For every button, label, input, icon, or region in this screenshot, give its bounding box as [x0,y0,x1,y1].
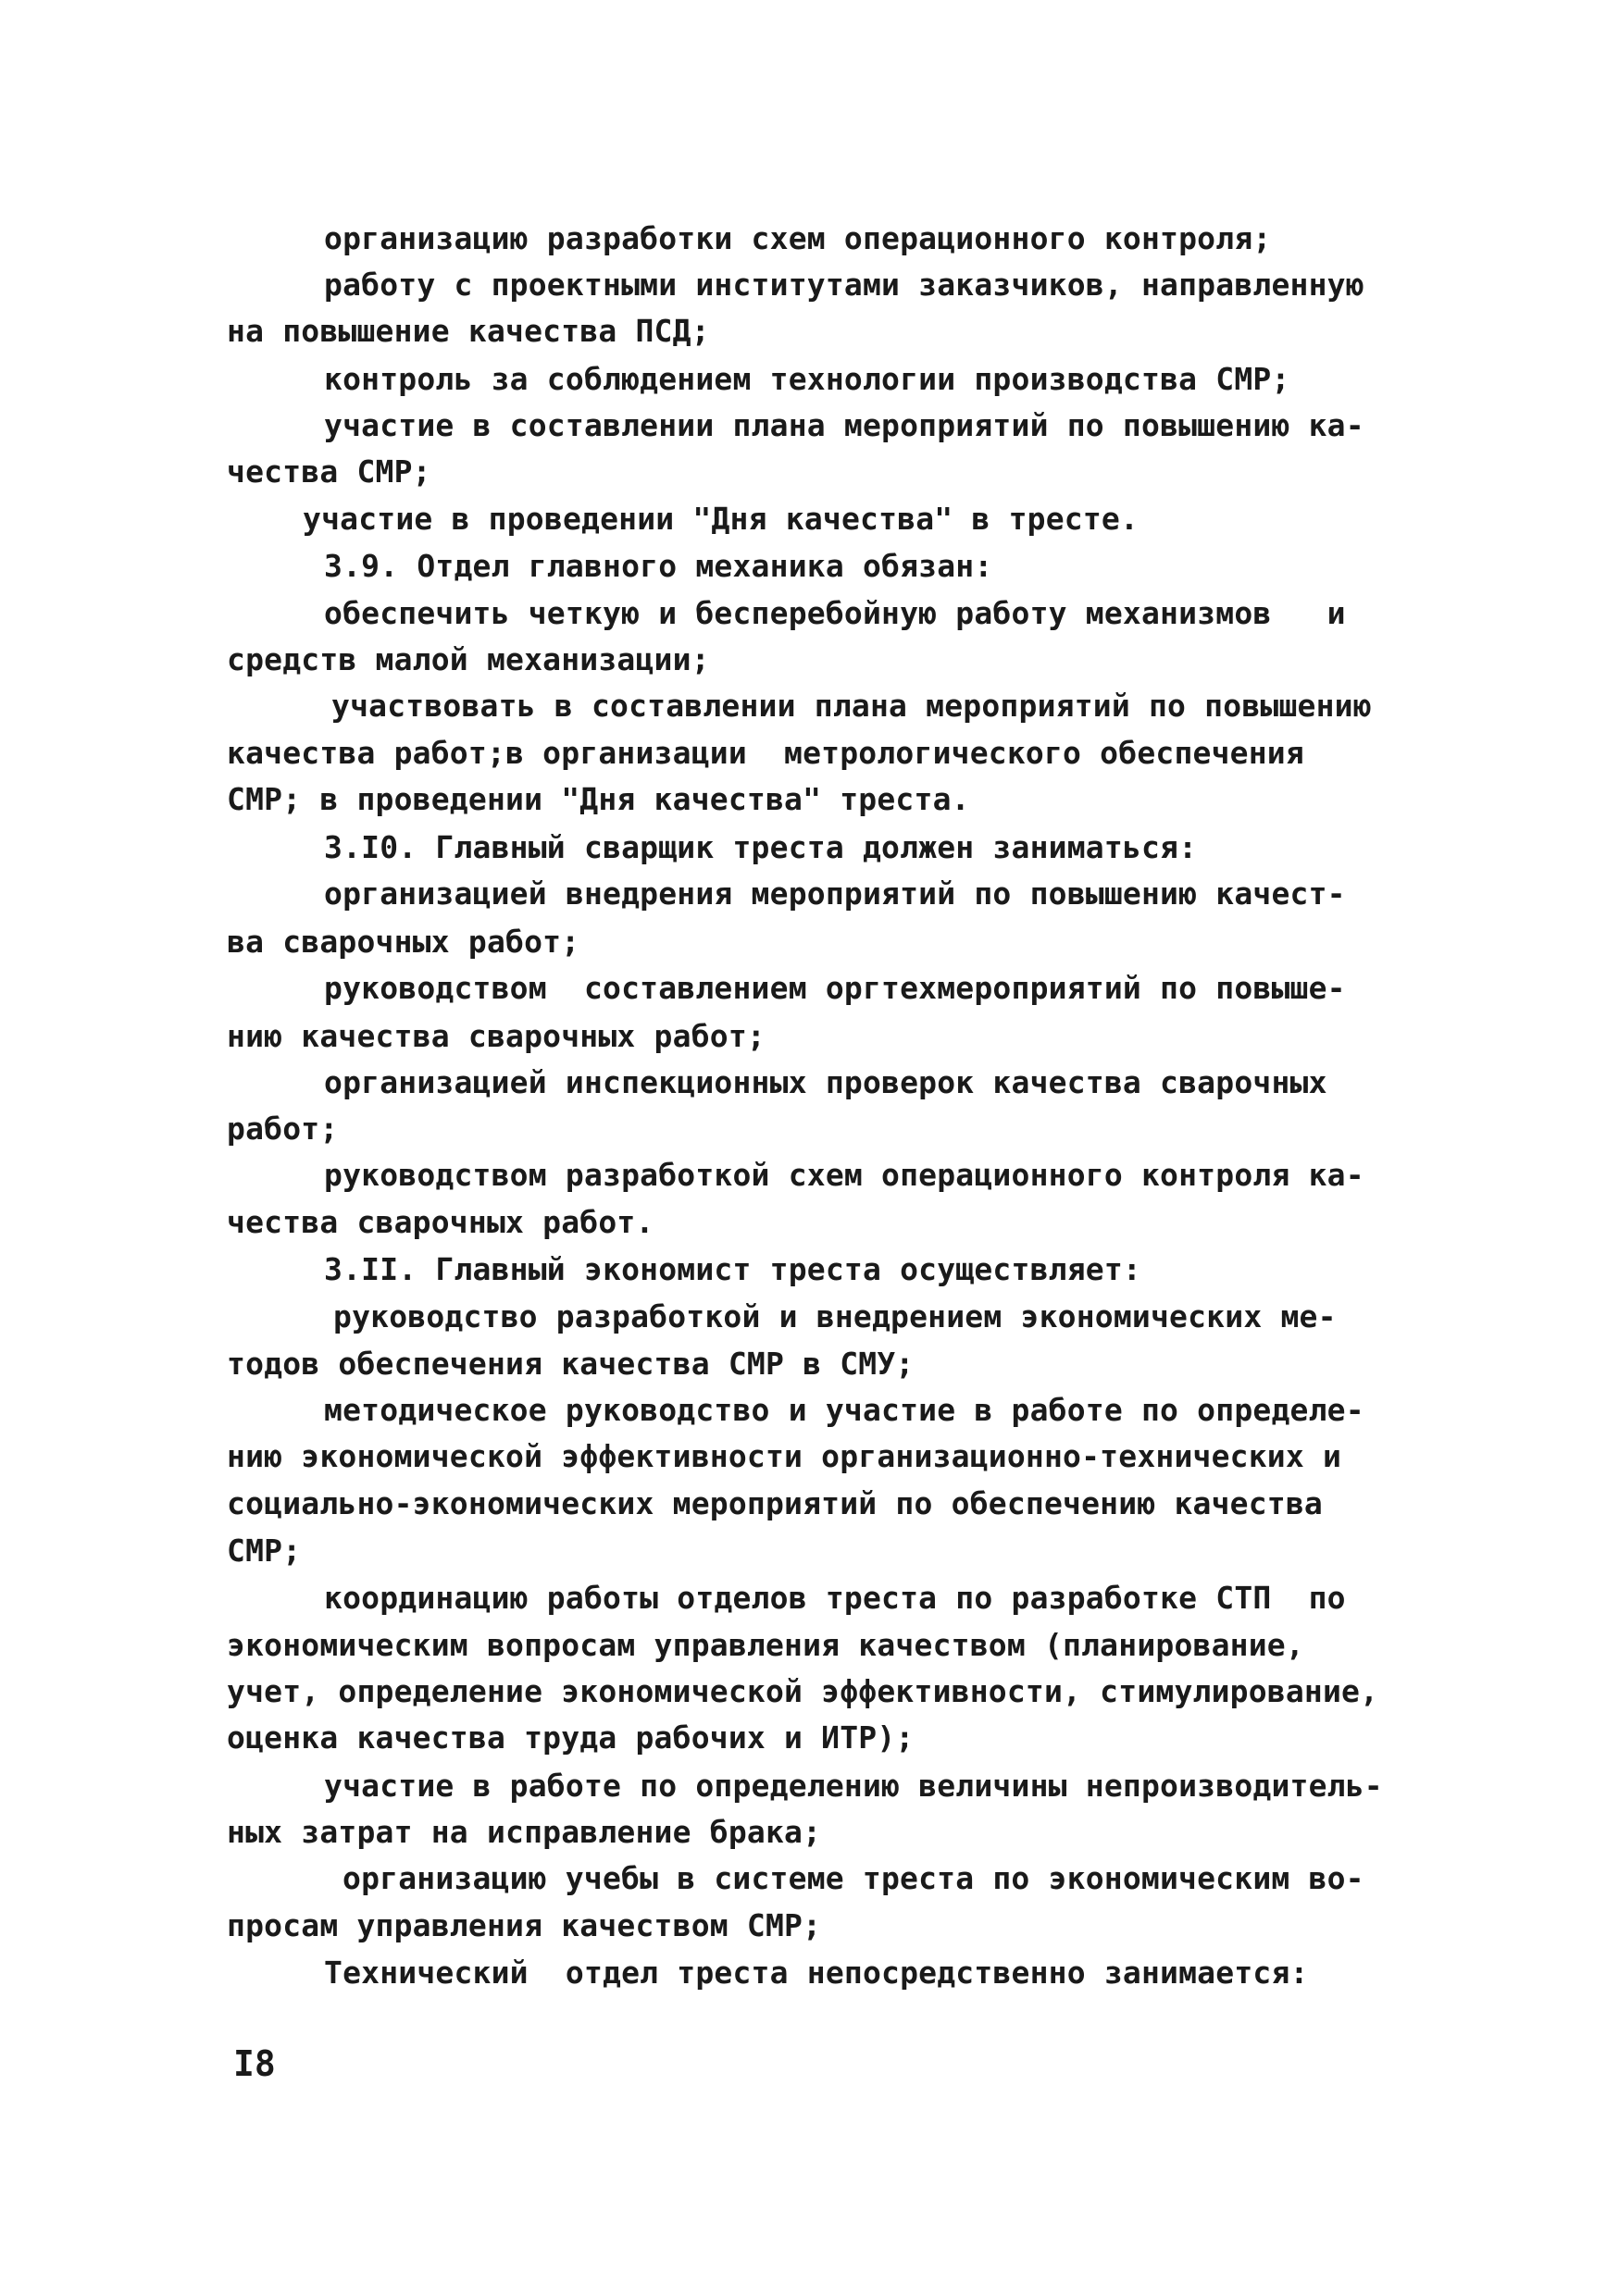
text-line: учет, определение экономической эффективности, стимулирование, [227,1673,1379,1709]
text-line: работу с проектными институтами заказчиков, направленную [324,267,1364,303]
page-number: I8 [233,2043,276,2084]
text-line: обеспечить четкую и бесперебойную работу механизмов и [324,595,1346,631]
section-heading: 3.I0. Главный сварщик треста должен заниматься: [324,829,1198,865]
section-heading: 3.II. Главный экономист треста осуществляет: [324,1251,1141,1287]
text-line: методическое руководство и участие в работе по определе- [324,1392,1364,1428]
section-heading: 3.9. Отдел главного механика обязан: [324,548,993,584]
text-line: чества сварочных работ. [227,1204,654,1240]
text-line: участие в составлении плана мероприятий по повышению ка- [324,407,1364,443]
text-line: на повышение качества ПСД; [227,313,710,349]
text-line: участие в работе по определению величины непроизводитель- [324,1768,1383,1804]
text-line: координацию работы отделов треста по разработке СТП по [324,1580,1346,1616]
text-line: организацией внедрения мероприятий по повышению качест- [324,875,1346,912]
text-line: руководством составлением оргтехмероприятий по повыше- [324,970,1346,1006]
text-line: просам управления качеством СМР; [227,1907,822,1943]
text-line: организацию учебы в системе треста по экономическим во- [342,1860,1364,1896]
text-line: ных затрат на исправление брака; [227,1814,822,1850]
text-line: ва сварочных работ; [227,924,580,960]
text-line: организацией инспекционных проверок качества сварочных [324,1064,1327,1100]
text-line: качества работ;в организации метрологического обеспечения [227,735,1304,771]
text-line: оценка качества труда рабочих и ИТР); [227,1719,915,1756]
text-line: СМР; [227,1533,302,1569]
text-line: организацию разработки схем операционного контроля; [324,220,1272,256]
text-line: чества СМР; [227,453,431,490]
section-heading: Технический отдел треста непосредственно занимается: [324,1955,1309,1991]
text-line: работ; [227,1111,339,1147]
text-line: социально-экономических мероприятий по обеспечению качества [227,1485,1323,1521]
text-line: нию качества сварочных работ; [227,1018,766,1054]
text-line: участие в проведении "Дня качества" в тресте. [303,501,1140,537]
text-line: экономическим вопросам управления качеством (планирование, [227,1627,1304,1663]
text-line: нию экономической эффективности организационно-технических и [227,1438,1342,1474]
text-line: СМР; в проведении "Дня качества" треста. [227,781,970,817]
text-line: руководством разработкой схем операционного контроля ка- [324,1157,1364,1193]
text-line: контроль за соблюдением технологии производства СМР; [324,361,1290,397]
text-line: средств малой механизации; [227,641,710,677]
text-line: участвовать в составлении плана мероприятий по повышению [331,688,1372,724]
text-line: тодов обеспечения качества СМР в СМУ; [227,1346,915,1382]
text-line: руководство разработкой и внедрением экономических ме- [333,1298,1337,1334]
